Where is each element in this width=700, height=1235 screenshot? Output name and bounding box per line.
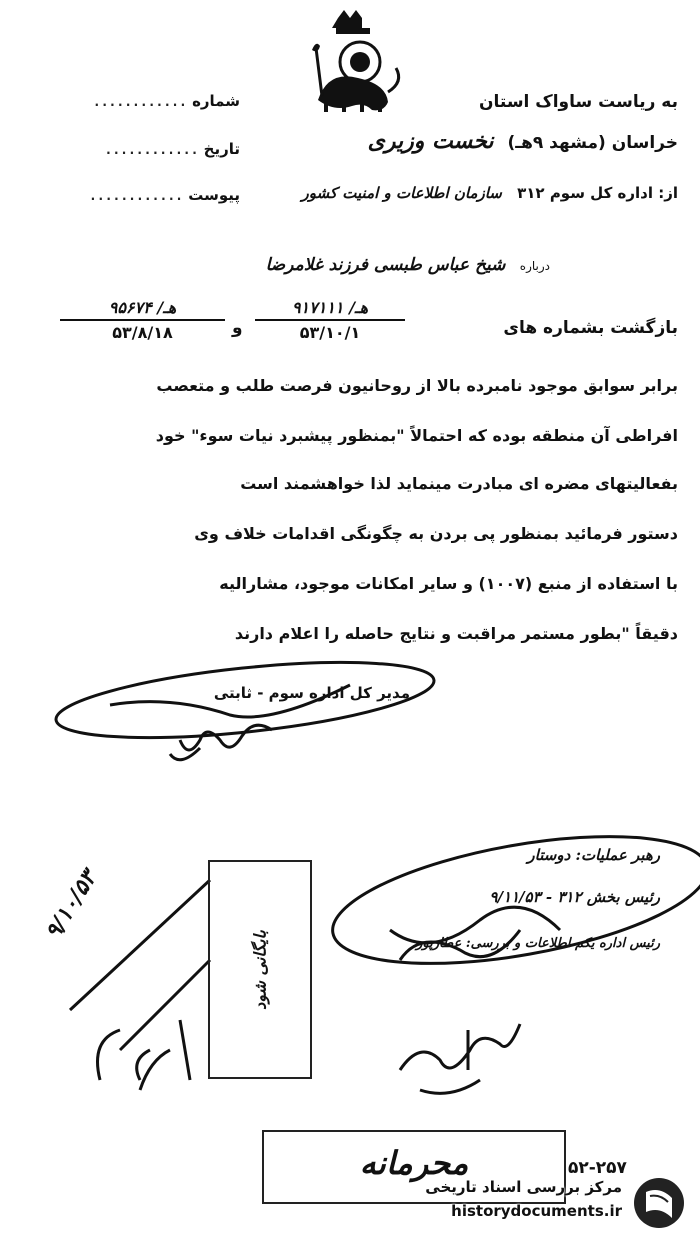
footer-logo-icon: [632, 1176, 686, 1230]
signature-scribble: [53, 648, 438, 759]
body-line-2: افراطی آن منطقه بوده که احتمالاً "بمنظور پیشبرد نیات سوء" خود: [155, 426, 678, 445]
reference-2: [60, 298, 225, 342]
signature-title: مدیر کل اداره سوم - ثابتی: [213, 684, 410, 702]
lion-sun-emblem-icon: [312, 10, 399, 112]
routing-line-1: رهبر عملیات: دوستار: [527, 846, 660, 864]
field-date-label: تاریخ: [203, 140, 240, 158]
reference-1: [255, 298, 405, 342]
margin-strokes: [70, 880, 210, 1090]
archive-code: ۵۲-۲۵۷: [568, 1158, 627, 1178]
body-line-4: دستور فرمائید بمنظور پی بردن به چگونگی اقدامات خلاف وی: [194, 524, 678, 543]
header-recipient-city: [368, 128, 678, 154]
header-recipient-city-text: خراسان (مشهد ۹هـ): [507, 133, 678, 153]
field-number: [40, 92, 240, 110]
handwritten-savak: سازمان اطلاعات و امنیت کشور: [301, 184, 502, 202]
initials-scribble: [400, 1024, 520, 1093]
reference-2-date: ۵۳/۸/۱۸: [112, 323, 173, 342]
field-date-value: ............: [104, 143, 199, 158]
field-number-label: شماره: [192, 92, 240, 110]
margin-date-note: ۹/۱۰/۵۳: [40, 866, 102, 944]
header-sender: [302, 184, 678, 202]
reference-conjunction: و: [232, 318, 243, 338]
routing-line-3: رئیس اداره یکم اطلاعات و بررسی: عطارپور: [416, 936, 660, 951]
footer-site-fa: مرکز بررسی اسناد تاریخی: [425, 1178, 622, 1196]
subject-label: درباره: [519, 259, 550, 273]
header-sender-text: از: اداره کل سوم ۳۱۲: [517, 184, 678, 202]
routing-line-2: رئیس بخش ۳۱۲ - ۹/۱۱/۵۳: [489, 888, 660, 906]
subject-line: [266, 255, 550, 275]
field-attachment-label: پیوست: [188, 186, 240, 204]
filing-stamp-text: بایگانی شود: [250, 930, 270, 1010]
body-line-3: بفعالیتهای مضره ای مبادرت مینماید لذا خواهشمند است: [240, 474, 678, 493]
handwritten-prime-ministry: نخست وزیری: [367, 128, 494, 154]
body-line-6: دقیقاً "بطور مستمر مراقبت و نتایج حاصله را اعلام دارند: [234, 624, 678, 643]
header-recipient: به ریاست ساواک استان: [479, 92, 678, 112]
reference-2-number: ۹هـ/ ۵۶۷۴: [60, 298, 225, 321]
reference-1-date: ۵۳/۱۰/۱: [299, 323, 361, 342]
subject-text: شیخ عباس طبسی فرزند غلامرضا: [265, 255, 506, 275]
field-attachment-value: ............: [89, 189, 183, 204]
field-number-value: ............: [92, 95, 187, 110]
reference-1-number: ۹هـ/ ۱۷۱۱۱: [255, 298, 405, 321]
filing-stamp-box: [208, 860, 312, 1079]
field-date: [40, 140, 240, 158]
footer-site-en: historydocuments.ir: [451, 1202, 622, 1220]
reference-prefix: بازگشت بشماره های: [503, 318, 678, 338]
body-line-5: با استفاده از منبع (۱۰۰۷) و سایر امکانات موجود، مشارالیه: [219, 574, 678, 593]
field-attachment: [40, 186, 240, 204]
archive-stamp-text: محرمانه: [359, 1144, 469, 1182]
body-line-1: برابر سوابق موجود نامبرده بالا از روحانیون فرصت طلب و متعصب: [156, 376, 678, 395]
